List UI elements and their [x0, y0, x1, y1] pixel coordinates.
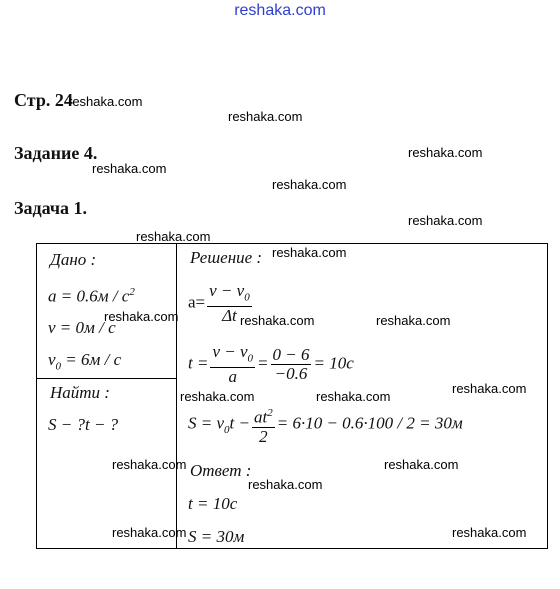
watermark: reshaka.com	[272, 177, 347, 192]
problem-heading: Задача 1.	[14, 198, 88, 218]
watermark: reshaka.com	[68, 94, 143, 109]
watermark: reshaka.com	[136, 229, 211, 244]
table-bottom-border	[36, 548, 548, 549]
watermark: reshaka.com	[92, 161, 167, 176]
watermark: reshaka.com	[384, 457, 459, 472]
find-title: Найти :	[50, 383, 110, 402]
watermark: reshaka.com	[376, 313, 451, 328]
watermark: reshaka.com	[408, 213, 483, 228]
table-right-border	[547, 243, 548, 549]
table-top-border	[36, 243, 548, 244]
watermark: reshaka.com	[112, 525, 187, 540]
given-v: v = 0м / c	[48, 318, 116, 337]
answer-title: Ответ :	[190, 461, 252, 480]
site-header: reshaka.com	[234, 2, 326, 19]
find-text: S − ?t − ?	[48, 415, 119, 434]
watermark: reshaka.com	[408, 145, 483, 160]
given-v0: $v_0 = 6м / c$	[48, 350, 122, 373]
watermark: reshaka.com	[228, 109, 303, 124]
table-left-border	[36, 243, 37, 549]
watermark: reshaka.com	[240, 313, 315, 328]
task-heading: Задание 4.	[14, 143, 98, 163]
formula-a: a= $\frac{v - v_0}{\Delta t}$	[188, 281, 250, 326]
watermark: reshaka.com	[112, 457, 187, 472]
watermark: reshaka.com	[180, 389, 255, 404]
watermark: reshaka.com	[316, 389, 391, 404]
formula-s: $S = v_0t$ − $\frac{at^2}{2}$ = 6·10 − 0.6·100 / 2 = 30м	[188, 407, 463, 446]
watermark: reshaka.com	[248, 477, 323, 492]
table-column-divider	[176, 243, 177, 549]
watermark: reshaka.com	[452, 381, 527, 396]
answer-t: t = 10c	[188, 494, 238, 513]
page-heading: Стр. 24	[14, 90, 73, 110]
watermark: reshaka.com	[104, 309, 179, 324]
answer-s: S = 30м	[188, 527, 245, 546]
formula-t: t = $\frac{v - v_0}{a}$ = $\frac{0 - 6}{-0.6}$ = 10c	[188, 342, 354, 387]
watermark: reshaka.com	[452, 525, 527, 540]
given-title: Дано :	[50, 250, 97, 269]
given-a: $a = 0.6м / c^2$	[48, 286, 135, 306]
watermark: reshaka.com	[272, 245, 347, 260]
table-row-divider	[36, 378, 176, 379]
solution-title: Решение :	[190, 248, 263, 267]
